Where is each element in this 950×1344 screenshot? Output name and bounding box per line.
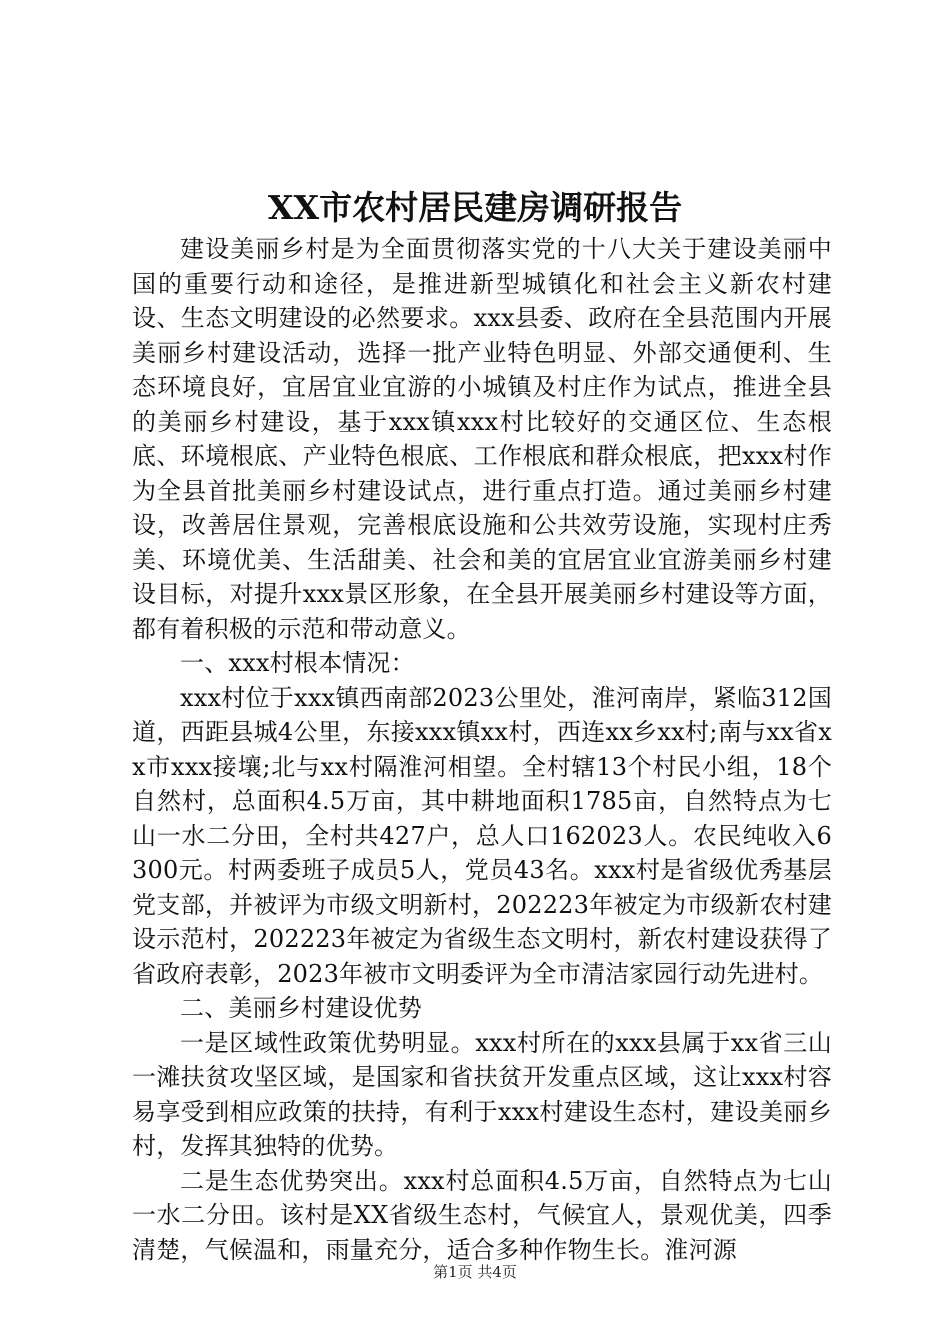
document-title: XX市农村居民建房调研报告	[267, 188, 683, 227]
document-body	[132, 232, 832, 1267]
paragraph-basic-info: xxx村位于xxx镇西南部2023公里处，淮河南岸，紧临312国道，西距县城4公里，东接xxx镇xx村，西连xx乡xx村;南与xx省xx市xxx接壤;北与xx村隔淮河相望。全村辖13个村民小组，18个自然村，总面积4.5万亩，其中耕地面积1785亩，自然特点为七山一水二分田，全村共427户，总人口162023人。农民纯收入6300元。村两委班子成员5人，党员43名。xxx村是省级优秀基层党支部，并被评为市级文明新村，202223年被定为市级新农村建设示范村，202223年被定为省级生态文明村，新农村建设获得了省政府表彰，2023年被市文明委评为全市清洁家园行动先进村。	[132, 683, 832, 988]
paragraph-ecology-advantage: 二是生态优势突出。xxx村总面积4.5万亩，自然特点为七山一水二分田。该村是XX省级生态村，气候宜人，景观优美，四季清楚，气候温和，雨量充分，适合多种作物生长。淮河源	[132, 1166, 832, 1264]
paragraph-intro: 建设美丽乡村是为全面贯彻落实党的十八大关于建设美丽中国的重要行动和途径，是推进新型城镇化和社会主义新农村建设、生态文明建设的必然要求。xxx县委、政府在全县范围内开展美丽乡村建设活动，选择一批产业特色明显、外部交通便利、生态环境良好，宜居宜业宜游的小城镇及村庄作为试点，推进全县的美丽乡村建设，基于xxx镇xxx村比较好的交通区位、生态根底、环境根底、产业特色根底、工作根底和群众根底，把xxx村作为全县首批美丽乡村建设试点，进行重点打造。通过美丽乡村建设，改善居住景观，完善根底设施和公共效劳设施，实现村庄秀美、环境优美、生活甜美、社会和美的宜居宜业宜游美丽乡村建设目标，对提升xxx景区形象，在全县开展美丽乡村建设等方面，都有着积极的示范和带动意义。	[132, 235, 832, 643]
page-number-footer: 第1页 共4页	[433, 1263, 517, 1281]
paragraph-policy-advantage: 一是区域性政策优势明显。xxx村所在的xxx县属于xx省三山一滩扶贫攻坚区域，是国家和省扶贫开发重点区域，这让xxx村容易享受到相应政策的扶持，有利于xxx村建设生态村，建设美丽乡村，发挥其独特的优势。	[132, 1028, 832, 1160]
section-heading-basic-info: 一、xxx村根本情况：	[180, 649, 415, 677]
section-heading-advantages: 二、美丽乡村建设优势	[180, 994, 422, 1022]
